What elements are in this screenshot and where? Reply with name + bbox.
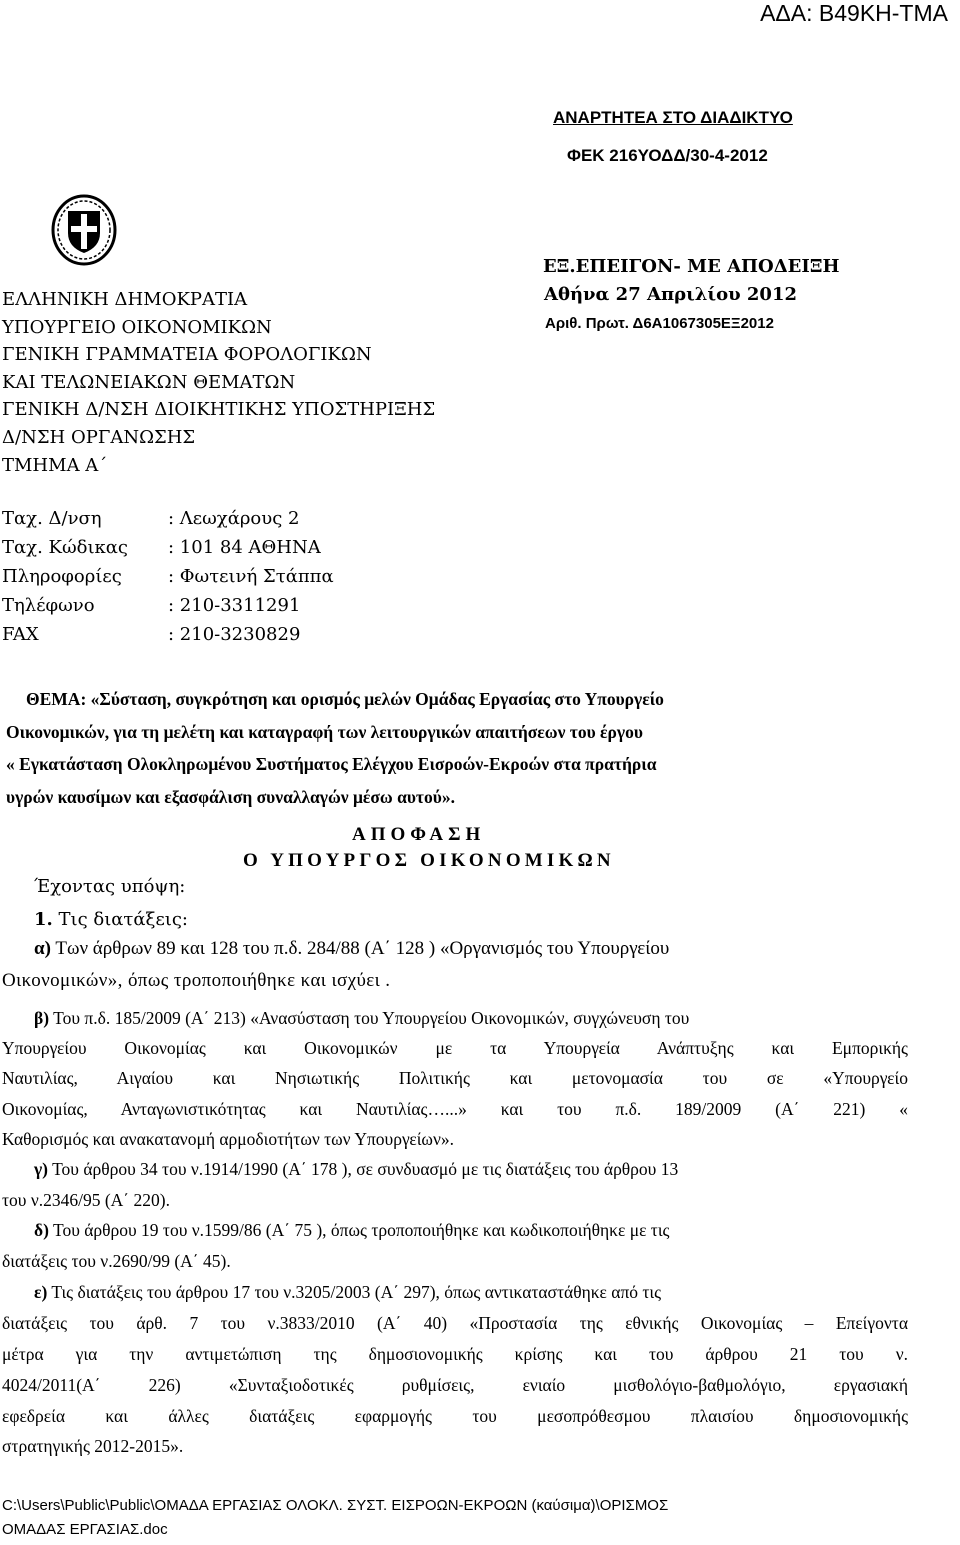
body-e1 xyxy=(34,1282,661,1303)
urgency-note: ΕΞ.ΕΠΕΙΓΟΝ- ΜΕ ΑΠΟΔΕΙΞΗ xyxy=(543,256,840,277)
body-b2: Υπουργείου Οικονομίας και Οικονομικών με τα Υπουργεία Ανάπτυξης και Εμπορικής xyxy=(2,1038,908,1058)
contact-value: : Λεωχάρους 2 xyxy=(168,508,300,529)
body-text: Τις διατάξεις του άρθρου 17 του ν.3205/2003 (Α΄ 297), όπως αντικαταστάθηκε από τις xyxy=(47,1282,662,1302)
contact-block xyxy=(2,504,334,649)
considering-label: Έχοντας υπόψη: xyxy=(34,876,186,897)
clause-a-label: α) xyxy=(34,938,51,959)
body-b3: Ναυτιλίας, Αιγαίου και Νησιωτικής Πολιτικής και μετονομασία του σε «Υπουργείο xyxy=(2,1068,908,1088)
body-a1 xyxy=(34,938,669,960)
clause-e-label: ε) xyxy=(34,1282,48,1302)
header-line: ΕΛΛΗΝΙΚΗ ΔΗΜΟΚΡΑΤΙΑ xyxy=(2,289,248,310)
date-line: Αθήνα 27 Απριλίου 2012 xyxy=(544,284,797,305)
minister-title: Ο ΥΠΟΥΡΓΟΣ ΟΙΚΟΝΟΜΙΚΩΝ xyxy=(243,850,615,871)
body-b4: Οικονομίας, Ανταγωνιστικότητας και Ναυτιλίας…...» και του π.δ. 189/2009 (Α΄ 221) « xyxy=(2,1099,908,1119)
greek-coat-of-arms-icon xyxy=(50,193,118,267)
body-e5: εφεδρεία και άλλες διατάξεις εφαρμογής του μεσοπρόθεσμου πλαισίου δημοσιονομικής xyxy=(2,1406,908,1426)
decision-title: ΑΠΟΦΑΣΗ xyxy=(352,824,486,845)
contact-value: : 101 84 ΑΘΗΝΑ xyxy=(168,537,321,558)
item-1 xyxy=(34,909,188,930)
posting-note: ΑΝΑΡΤΗΤΕΑ ΣΤΟ ΔΙΑΔΙΚΤΥΟ xyxy=(553,108,793,127)
body-a2: Οικονομικών», όπως τροποποιήθηκε και ισχύει . xyxy=(2,970,391,991)
body-e4: 4024/2011(Α΄ 226) «Συνταξιοδοτικές ρυθμίσεις, ενιαίο μισθολόγιο-βαθμολόγιο, εργασιακή xyxy=(2,1375,908,1395)
contact-label: Ταχ. Δ/νση xyxy=(2,508,102,529)
body-text: Του π.δ. 185/2009 (Α΄ 213) «Ανασύσταση του Υπουργείου Οικονομικών, συγχώνευση του xyxy=(49,1008,690,1028)
body-text: Των άρθρων 89 και 128 του π.δ. 284/88 (Α΄ 128 ) «Οργανισμός του Υπουργείου xyxy=(50,938,670,959)
body-e3: μέτρα για την αντιμετώπιση της δημοσιονομικής κρίσης και του άρθρου 21 του ν. xyxy=(2,1344,908,1364)
clause-g-label: γ) xyxy=(34,1159,49,1179)
clause-d-label: δ) xyxy=(34,1220,49,1240)
contact-row xyxy=(2,591,334,620)
contact-value: : 210-3311291 xyxy=(168,595,301,616)
item-1-text: Τις διατάξεις: xyxy=(52,909,188,930)
protocol-number: Αριθ. Πρωτ. Δ6Α1067305ΕΞ2012 xyxy=(545,315,774,332)
issuer-header xyxy=(2,286,435,479)
header-line: ΓΕΝΙΚΗ ΓΡΑΜΜΑΤΕΙΑ ΦΟΡΟΛΟΓΙΚΩΝ xyxy=(2,344,372,366)
body-b1 xyxy=(34,1008,689,1029)
subject-block xyxy=(6,683,664,813)
body-text: Του άρθρου 34 του ν.1914/1990 (Α΄ 178 ), σε συνδυασμό με τις διατάξεις του άρθρου 13 xyxy=(48,1159,679,1179)
header-line: ΥΠΟΥΡΓΕΙΟ ΟΙΚΟΝΟΜΙΚΩΝ xyxy=(2,316,272,338)
ada-code: ΑΔΑ: Β49ΚΗ-ΤΜΑ xyxy=(760,0,948,26)
body-b5: Καθορισμός και ανακατανομή αρμοδιοτήτων των Υπουργείων». xyxy=(2,1129,454,1149)
contact-value: : 210-3230829 xyxy=(168,624,301,645)
subject-line: « Εγκατάσταση Ολοκληρωμένου Συστήματος Ελέγχου Εισροών-Εκροών στα πρατήρια xyxy=(6,754,657,774)
subject-line: υγρών καυσίμων και εξασφάλιση συναλλαγών μέσω αυτού». xyxy=(6,786,455,807)
contact-row xyxy=(2,562,334,591)
contact-row xyxy=(2,533,334,562)
header-line: Δ/ΝΣΗ ΟΡΓΑΝΩΣΗΣ xyxy=(2,426,196,448)
footer-path-line: ΟΜΑΔΑΣ ΕΡΓΑΣΙΑΣ.doc xyxy=(2,1521,168,1538)
body-e2: διατάξεις του άρθ. 7 του ν.3833/2010 (Α΄ 40) «Προστασία της εθνικής Οικονομίας – Επείγοντα xyxy=(2,1313,908,1333)
contact-row xyxy=(2,504,334,533)
clause-b-label: β) xyxy=(34,1008,50,1028)
header-line: ΤΜΗΜΑ Α΄ xyxy=(2,454,108,476)
item-1-number: 1. xyxy=(34,909,53,930)
footer-path-line: C:\Users\Public\Public\ΟΜΑΔΑ ΕΡΓΑΣΙΑΣ ΟΛΟΚΛ. ΣΥΣΤ. ΕΙΣΡΟΩΝ-ΕΚΡΟΩΝ (καύσιμα)\ΟΡΙΣΜΟΣ xyxy=(2,1497,669,1514)
body-text: Του άρθρου 19 του ν.1599/86 (Α΄ 75 ), όπως τροποποιήθηκε και κωδικοποιήθηκε με τις xyxy=(48,1220,670,1240)
body-g1 xyxy=(34,1159,678,1180)
subject-line: ΘΕΜΑ: «Σύσταση, συγκρότηση και ορισμός μελών Ομάδας Εργασίας στο Υπουργείο xyxy=(26,689,664,709)
contact-row xyxy=(2,620,334,649)
contact-label: Πληροφορίες xyxy=(2,566,122,587)
subject-line: Οικονομικών, για τη μελέτη και καταγραφή των λειτουργικών απαιτήσεων του έργου xyxy=(6,721,643,742)
body-e6: στρατηγικής 2012-2015». xyxy=(2,1436,184,1456)
header-line: ΓΕΝΙΚΗ Δ/ΝΣΗ ΔΙΟΙΚΗΤΙΚΗΣ ΥΠΟΣΤΗΡΙΞΗΣ xyxy=(2,399,436,421)
footer-file-path xyxy=(2,1494,668,1542)
body-g2: του ν.2346/95 (Α΄ 220). xyxy=(2,1190,170,1210)
header-line: ΚΑΙ ΤΕΛΩΝΕΙΑΚΩΝ ΘΕΜΑΤΩΝ xyxy=(2,371,296,393)
contact-value: : Φωτεινή Στάππα xyxy=(168,566,334,587)
contact-label: FAX xyxy=(2,624,39,645)
contact-label: Ταχ. Κώδικας xyxy=(2,537,129,558)
fek-number: ΦΕΚ 216ΥΟΔΔ/30-4-2012 xyxy=(567,146,768,165)
contact-label: Τηλέφωνο xyxy=(2,595,95,616)
body-d1 xyxy=(34,1220,669,1241)
body-d2: διατάξεις του ν.2690/99 (Α΄ 45). xyxy=(2,1251,231,1271)
